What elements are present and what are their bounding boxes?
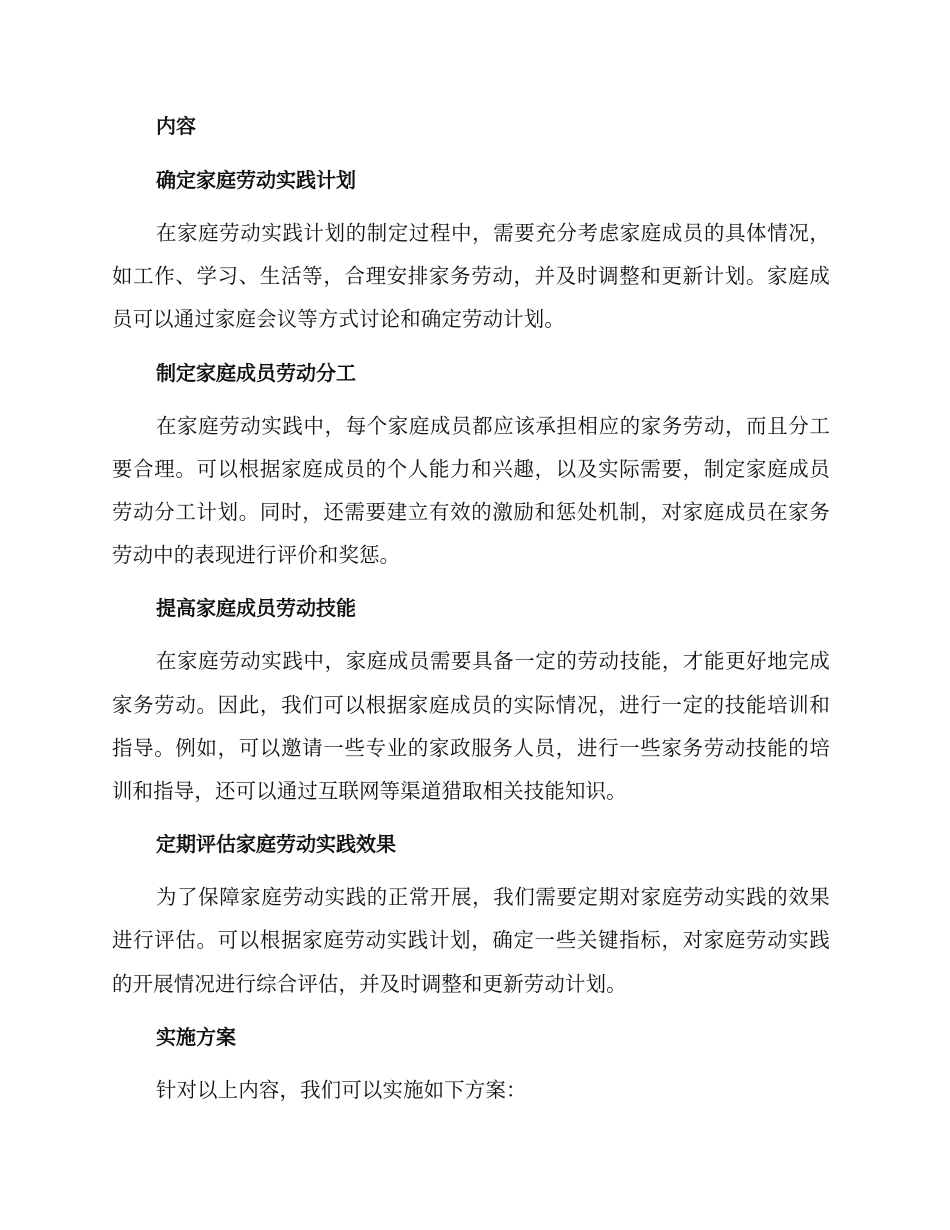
section-heading-division: 制定家庭成员劳动分工: [156, 360, 356, 385]
section-heading-plan: 确定家庭劳动实践计划: [156, 168, 356, 192]
section-heading-skills: 提高家庭成员劳动技能: [156, 596, 356, 621]
section-heading-evaluation: 定期评估家庭劳动实践效果: [156, 832, 396, 857]
paragraph-evaluation: 为了保障家庭劳动实践的正常开展，我们需要定期对家庭劳动实践的效果进行评估。可以根据家庭劳动实践计划，确定一些关键指标，对家庭劳动实践的开展情况进行综合评估，并及时调整和更新劳动计划。: [112, 885, 830, 996]
paragraph-division: 在家庭劳动实践中，每个家庭成员都应该承担相应的家务劳动，而且分工要合理。可以根据家庭成员的个人能力和兴趣，以及实际需要，制定家庭成员劳动分工计划。同时，还需要建立有效的激励和惩处机制，对家庭成员在家务劳动中的表现进行评价和奖惩。: [112, 413, 830, 568]
section-heading-content: 内容: [156, 114, 196, 138]
document-page: [112, 104, 830, 1121]
section-heading-implementation: 实施方案: [156, 1024, 236, 1049]
paragraph-implementation: 针对以上内容，我们可以实施如下方案：: [156, 1077, 527, 1102]
paragraph-skills: 在家庭劳动实践中，家庭成员需要具备一定的劳动技能，才能更好地完成家务劳动。因此，我们可以根据家庭成员的实际情况，进行一定的技能培训和指导。例如，可以邀请一些专业的家政服务人员，进行一些家务劳动技能的培训和指导，还可以通过互联网等渠道猎取相关技能知识。: [112, 649, 830, 804]
paragraph-plan: 在家庭劳动实践计划的制定过程中，需要充分考虑家庭成员的具体情况，如工作、学习、生活等，合理安排家务劳动，并及时调整和更新计划。家庭成员可以通过家庭会议等方式讨论和确定劳动计划。: [112, 221, 830, 332]
